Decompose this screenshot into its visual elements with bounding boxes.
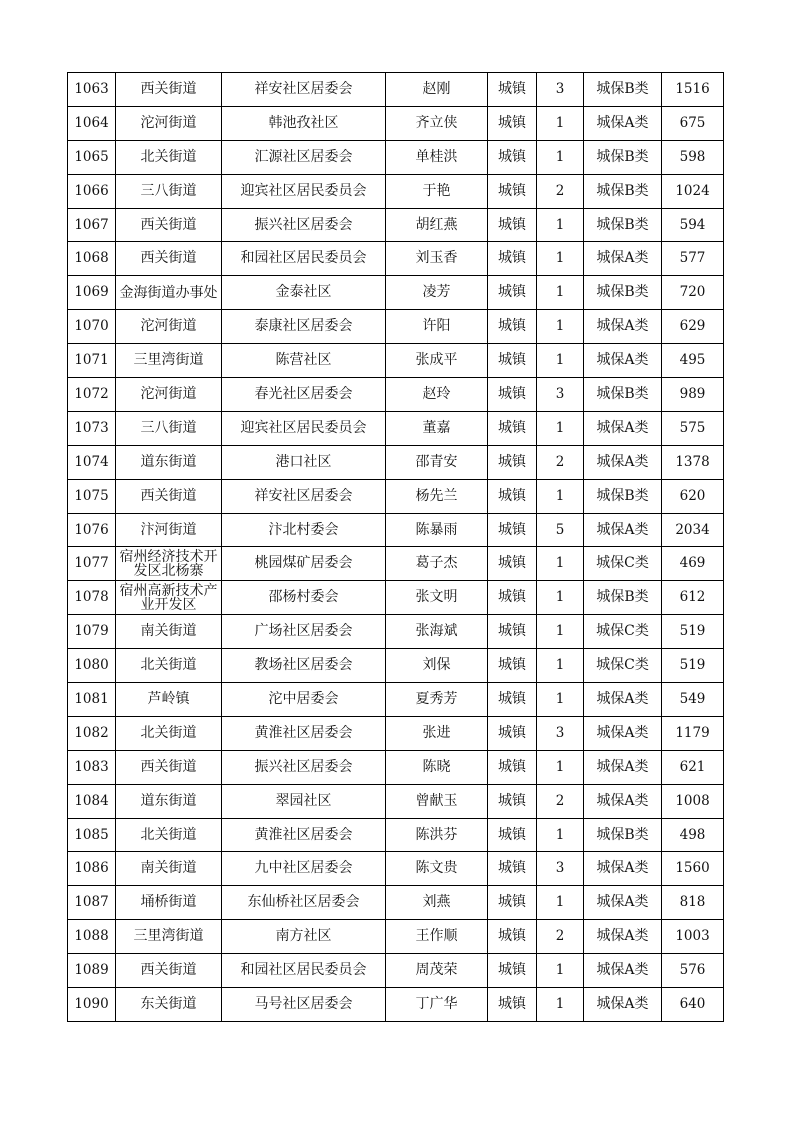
table-row [68, 886, 724, 920]
assistance-category-cell: 城保B类 [584, 378, 662, 412]
household-type-cell: 城镇 [488, 920, 537, 954]
recipient-name-cell: 陈暴雨 [386, 513, 488, 547]
row-number-cell: 1067 [68, 208, 116, 242]
table-row [68, 140, 724, 174]
assistance-category-cell: 城保C类 [584, 615, 662, 649]
amount-cell: 549 [662, 683, 724, 717]
household-type-cell: 城镇 [488, 683, 537, 717]
recipient-name-cell: 张文明 [386, 581, 488, 615]
subdistrict-cell: 芦岭镇 [116, 683, 222, 717]
subdistrict-cell: 北关街道 [116, 140, 222, 174]
table-row [68, 106, 724, 140]
household-type-cell: 城镇 [488, 547, 537, 581]
assistance-category-cell: 城保A类 [584, 310, 662, 344]
recipient-name-cell: 张进 [386, 716, 488, 750]
amount-cell: 640 [662, 988, 724, 1022]
household-type-cell: 城镇 [488, 276, 537, 310]
subdistrict-cell: 三八街道 [116, 174, 222, 208]
recipient-name-cell: 曾献玉 [386, 784, 488, 818]
community-cell: 和园社区居民委员会 [222, 954, 386, 988]
family-size-cell: 1 [537, 242, 584, 276]
subdistrict-cell: 埇桥街道 [116, 886, 222, 920]
row-number-cell: 1079 [68, 615, 116, 649]
family-size-cell: 2 [537, 445, 584, 479]
row-number-cell: 1073 [68, 411, 116, 445]
row-number-cell: 1087 [68, 886, 116, 920]
family-size-cell: 1 [537, 344, 584, 378]
amount-cell: 1003 [662, 920, 724, 954]
family-size-cell: 1 [537, 886, 584, 920]
household-type-cell: 城镇 [488, 886, 537, 920]
row-number-cell: 1084 [68, 784, 116, 818]
amount-cell: 495 [662, 344, 724, 378]
family-size-cell: 1 [537, 615, 584, 649]
table-row [68, 649, 724, 683]
community-cell: 黄淮社区居委会 [222, 818, 386, 852]
table-row [68, 479, 724, 513]
community-cell: 南方社区 [222, 920, 386, 954]
family-size-cell: 3 [537, 378, 584, 412]
roster-body [68, 73, 724, 1022]
amount-cell: 989 [662, 378, 724, 412]
recipient-name-cell: 董嘉 [386, 411, 488, 445]
assistance-roster-table [67, 72, 724, 1022]
household-type-cell: 城镇 [488, 750, 537, 784]
row-number-cell: 1065 [68, 140, 116, 174]
household-type-cell: 城镇 [488, 513, 537, 547]
row-number-cell: 1088 [68, 920, 116, 954]
table-row [68, 818, 724, 852]
assistance-category-cell: 城保A类 [584, 683, 662, 717]
family-size-cell: 1 [537, 106, 584, 140]
row-number-cell: 1090 [68, 988, 116, 1022]
row-number-cell: 1075 [68, 479, 116, 513]
row-number-cell: 1081 [68, 683, 116, 717]
subdistrict-cell: 三里湾街道 [116, 920, 222, 954]
subdistrict-cell: 宿州经济技术开发区北杨寨 [116, 547, 222, 581]
recipient-name-cell: 葛子杰 [386, 547, 488, 581]
assistance-category-cell: 城保B类 [584, 140, 662, 174]
row-number-cell: 1089 [68, 954, 116, 988]
subdistrict-cell: 东关街道 [116, 988, 222, 1022]
amount-cell: 818 [662, 886, 724, 920]
amount-cell: 621 [662, 750, 724, 784]
community-cell: 马号社区居委会 [222, 988, 386, 1022]
recipient-name-cell: 周茂荣 [386, 954, 488, 988]
subdistrict-cell: 南关街道 [116, 852, 222, 886]
recipient-name-cell: 夏秀芳 [386, 683, 488, 717]
subdistrict-cell: 北关街道 [116, 649, 222, 683]
row-number-cell: 1069 [68, 276, 116, 310]
community-cell: 韩池孜社区 [222, 106, 386, 140]
community-cell: 广场社区居委会 [222, 615, 386, 649]
community-cell: 祥安社区居委会 [222, 479, 386, 513]
community-cell: 和园社区居民委员会 [222, 242, 386, 276]
table-row [68, 581, 724, 615]
household-type-cell: 城镇 [488, 988, 537, 1022]
amount-cell: 598 [662, 140, 724, 174]
assistance-category-cell: 城保B类 [584, 479, 662, 513]
recipient-name-cell: 陈文贵 [386, 852, 488, 886]
assistance-category-cell: 城保A类 [584, 344, 662, 378]
row-number-cell: 1068 [68, 242, 116, 276]
amount-cell: 1024 [662, 174, 724, 208]
recipient-name-cell: 赵玲 [386, 378, 488, 412]
assistance-category-cell: 城保A类 [584, 750, 662, 784]
row-number-cell: 1071 [68, 344, 116, 378]
amount-cell: 576 [662, 954, 724, 988]
household-type-cell: 城镇 [488, 784, 537, 818]
subdistrict-cell: 宿州高新技术产业开发区 [116, 581, 222, 615]
family-size-cell: 3 [537, 73, 584, 107]
table-row [68, 411, 724, 445]
assistance-category-cell: 城保A类 [584, 242, 662, 276]
household-type-cell: 城镇 [488, 208, 537, 242]
family-size-cell: 1 [537, 818, 584, 852]
recipient-name-cell: 陈洪芬 [386, 818, 488, 852]
amount-cell: 1378 [662, 445, 724, 479]
community-cell: 东仙桥社区居委会 [222, 886, 386, 920]
household-type-cell: 城镇 [488, 581, 537, 615]
row-number-cell: 1078 [68, 581, 116, 615]
table-row [68, 683, 724, 717]
assistance-category-cell: 城保A类 [584, 920, 662, 954]
row-number-cell: 1076 [68, 513, 116, 547]
recipient-name-cell: 凌芳 [386, 276, 488, 310]
family-size-cell: 1 [537, 310, 584, 344]
household-type-cell: 城镇 [488, 852, 537, 886]
community-cell: 桃园煤矿居委会 [222, 547, 386, 581]
table-row [68, 310, 724, 344]
household-type-cell: 城镇 [488, 73, 537, 107]
assistance-category-cell: 城保A类 [584, 716, 662, 750]
subdistrict-cell: 沱河街道 [116, 310, 222, 344]
household-type-cell: 城镇 [488, 615, 537, 649]
family-size-cell: 1 [537, 988, 584, 1022]
family-size-cell: 2 [537, 174, 584, 208]
subdistrict-cell: 北关街道 [116, 818, 222, 852]
recipient-name-cell: 张成平 [386, 344, 488, 378]
family-size-cell: 1 [537, 140, 584, 174]
amount-cell: 498 [662, 818, 724, 852]
recipient-name-cell: 丁广华 [386, 988, 488, 1022]
recipient-name-cell: 张海斌 [386, 615, 488, 649]
table-row [68, 547, 724, 581]
row-number-cell: 1070 [68, 310, 116, 344]
subdistrict-cell: 金海街道办事处 [116, 276, 222, 310]
family-size-cell: 3 [537, 716, 584, 750]
household-type-cell: 城镇 [488, 716, 537, 750]
community-cell: 振兴社区居委会 [222, 208, 386, 242]
recipient-name-cell: 刘燕 [386, 886, 488, 920]
community-cell: 陈营社区 [222, 344, 386, 378]
community-cell: 祥安社区居委会 [222, 73, 386, 107]
table-row [68, 750, 724, 784]
family-size-cell: 1 [537, 547, 584, 581]
family-size-cell: 2 [537, 920, 584, 954]
household-type-cell: 城镇 [488, 479, 537, 513]
row-number-cell: 1072 [68, 378, 116, 412]
assistance-category-cell: 城保A类 [584, 411, 662, 445]
community-cell: 迎宾社区居民委员会 [222, 174, 386, 208]
amount-cell: 519 [662, 615, 724, 649]
household-type-cell: 城镇 [488, 445, 537, 479]
subdistrict-cell: 西关街道 [116, 750, 222, 784]
row-number-cell: 1066 [68, 174, 116, 208]
assistance-category-cell: 城保A类 [584, 852, 662, 886]
assistance-category-cell: 城保A类 [584, 954, 662, 988]
family-size-cell: 5 [537, 513, 584, 547]
household-type-cell: 城镇 [488, 242, 537, 276]
recipient-name-cell: 刘玉香 [386, 242, 488, 276]
family-size-cell: 1 [537, 411, 584, 445]
assistance-category-cell: 城保B类 [584, 208, 662, 242]
community-cell: 迎宾社区居民委员会 [222, 411, 386, 445]
table-row [68, 784, 724, 818]
subdistrict-cell: 三八街道 [116, 411, 222, 445]
amount-cell: 469 [662, 547, 724, 581]
recipient-name-cell: 胡红燕 [386, 208, 488, 242]
assistance-category-cell: 城保B类 [584, 174, 662, 208]
assistance-category-cell: 城保A类 [584, 886, 662, 920]
subdistrict-cell: 南关街道 [116, 615, 222, 649]
subdistrict-cell: 道东街道 [116, 445, 222, 479]
amount-cell: 2034 [662, 513, 724, 547]
amount-cell: 720 [662, 276, 724, 310]
recipient-name-cell: 单桂洪 [386, 140, 488, 174]
amount-cell: 519 [662, 649, 724, 683]
household-type-cell: 城镇 [488, 411, 537, 445]
household-type-cell: 城镇 [488, 310, 537, 344]
table-row [68, 378, 724, 412]
family-size-cell: 2 [537, 784, 584, 818]
row-number-cell: 1082 [68, 716, 116, 750]
subdistrict-cell: 沱河街道 [116, 378, 222, 412]
table-row [68, 615, 724, 649]
amount-cell: 1008 [662, 784, 724, 818]
assistance-category-cell: 城保A类 [584, 445, 662, 479]
community-cell: 沱中居委会 [222, 683, 386, 717]
community-cell: 振兴社区居委会 [222, 750, 386, 784]
recipient-name-cell: 许阳 [386, 310, 488, 344]
recipient-name-cell: 赵刚 [386, 73, 488, 107]
community-cell: 黄淮社区居委会 [222, 716, 386, 750]
row-number-cell: 1085 [68, 818, 116, 852]
amount-cell: 1179 [662, 716, 724, 750]
household-type-cell: 城镇 [488, 818, 537, 852]
subdistrict-cell: 北关街道 [116, 716, 222, 750]
household-type-cell: 城镇 [488, 649, 537, 683]
community-cell: 春光社区居委会 [222, 378, 386, 412]
recipient-name-cell: 邵青安 [386, 445, 488, 479]
community-cell: 汴北村委会 [222, 513, 386, 547]
table-row [68, 208, 724, 242]
table-row [68, 852, 724, 886]
table-row [68, 344, 724, 378]
family-size-cell: 1 [537, 276, 584, 310]
assistance-category-cell: 城保A类 [584, 106, 662, 140]
family-size-cell: 1 [537, 683, 584, 717]
assistance-category-cell: 城保A类 [584, 784, 662, 818]
family-size-cell: 1 [537, 750, 584, 784]
assistance-category-cell: 城保A类 [584, 988, 662, 1022]
recipient-name-cell: 杨先兰 [386, 479, 488, 513]
subdistrict-cell: 西关街道 [116, 479, 222, 513]
assistance-category-cell: 城保B类 [584, 581, 662, 615]
recipient-name-cell: 陈晓 [386, 750, 488, 784]
household-type-cell: 城镇 [488, 140, 537, 174]
amount-cell: 594 [662, 208, 724, 242]
row-number-cell: 1064 [68, 106, 116, 140]
subdistrict-cell: 沱河街道 [116, 106, 222, 140]
subdistrict-cell: 道东街道 [116, 784, 222, 818]
subdistrict-cell: 西关街道 [116, 954, 222, 988]
community-cell: 教场社区居委会 [222, 649, 386, 683]
subdistrict-cell: 汴河街道 [116, 513, 222, 547]
household-type-cell: 城镇 [488, 344, 537, 378]
subdistrict-cell: 西关街道 [116, 208, 222, 242]
row-number-cell: 1080 [68, 649, 116, 683]
subdistrict-cell: 西关街道 [116, 242, 222, 276]
household-type-cell: 城镇 [488, 106, 537, 140]
table-row [68, 920, 724, 954]
family-size-cell: 1 [537, 479, 584, 513]
recipient-name-cell: 刘保 [386, 649, 488, 683]
subdistrict-cell: 三里湾街道 [116, 344, 222, 378]
household-type-cell: 城镇 [488, 174, 537, 208]
table-row [68, 174, 724, 208]
table-row [68, 276, 724, 310]
table-row [68, 988, 724, 1022]
family-size-cell: 1 [537, 208, 584, 242]
assistance-category-cell: 城保B类 [584, 818, 662, 852]
row-number-cell: 1086 [68, 852, 116, 886]
family-size-cell: 3 [537, 852, 584, 886]
table-row [68, 242, 724, 276]
family-size-cell: 1 [537, 581, 584, 615]
subdistrict-cell: 西关街道 [116, 73, 222, 107]
community-cell: 泰康社区居委会 [222, 310, 386, 344]
assistance-category-cell: 城保B类 [584, 276, 662, 310]
amount-cell: 675 [662, 106, 724, 140]
amount-cell: 577 [662, 242, 724, 276]
recipient-name-cell: 齐立侠 [386, 106, 488, 140]
assistance-category-cell: 城保A类 [584, 513, 662, 547]
table-row [68, 73, 724, 107]
table-row [68, 954, 724, 988]
family-size-cell: 1 [537, 954, 584, 988]
amount-cell: 612 [662, 581, 724, 615]
community-cell: 金泰社区 [222, 276, 386, 310]
amount-cell: 1560 [662, 852, 724, 886]
household-type-cell: 城镇 [488, 378, 537, 412]
row-number-cell: 1074 [68, 445, 116, 479]
amount-cell: 1516 [662, 73, 724, 107]
amount-cell: 620 [662, 479, 724, 513]
community-cell: 港口社区 [222, 445, 386, 479]
table-row [68, 445, 724, 479]
community-cell: 汇源社区居委会 [222, 140, 386, 174]
row-number-cell: 1083 [68, 750, 116, 784]
assistance-category-cell: 城保B类 [584, 73, 662, 107]
household-type-cell: 城镇 [488, 954, 537, 988]
community-cell: 邵杨村委会 [222, 581, 386, 615]
table-row [68, 716, 724, 750]
amount-cell: 629 [662, 310, 724, 344]
recipient-name-cell: 于艳 [386, 174, 488, 208]
community-cell: 翠园社区 [222, 784, 386, 818]
recipient-name-cell: 王作顺 [386, 920, 488, 954]
amount-cell: 575 [662, 411, 724, 445]
family-size-cell: 1 [537, 649, 584, 683]
assistance-category-cell: 城保C类 [584, 547, 662, 581]
assistance-category-cell: 城保C类 [584, 649, 662, 683]
table-row [68, 513, 724, 547]
row-number-cell: 1063 [68, 73, 116, 107]
community-cell: 九中社区居委会 [222, 852, 386, 886]
row-number-cell: 1077 [68, 547, 116, 581]
